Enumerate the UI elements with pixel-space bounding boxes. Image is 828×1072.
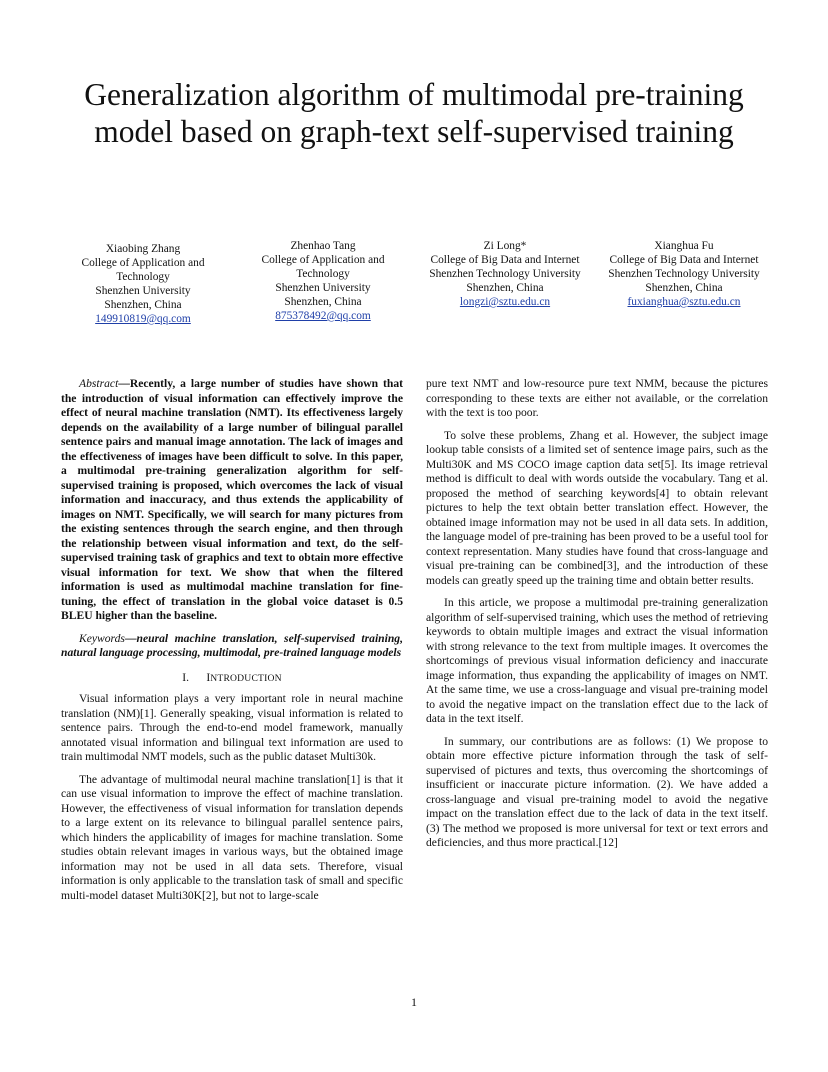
keywords-text: —neural machine translation, self-supervised training, natural language processing, multimodal, pre-trained language models [61, 631, 403, 659]
author-location: Shenzhen, China [104, 299, 182, 311]
author-block-2 [248, 239, 398, 323]
author-institution: Shenzhen University [95, 285, 191, 297]
abstract-label: Abstract [79, 377, 119, 390]
author-name: Xiaobing Zhang [105, 243, 181, 255]
paper-title-line-2: model based on graph-text self-supervised training [94, 114, 734, 149]
author-name: Zi Long* [483, 240, 527, 252]
section-title-initial: I [206, 670, 211, 684]
author-location: Shenzhen, China [645, 282, 723, 294]
body-paragraph: In summary, our contributions are as follows: (1) We propose to obtain more effective picture information through the task of self-supervised of pictures and texts, thus overcoming the shortcomings of insufficient or inaccurate picture information. (2). We have added a cross-language and visual pre-training model to avoid the negative impact on the translation effect due to the lack of data in the text itself. (3) The method we proposed is more universal for text or text errors and deficiencies, and thus more practical.[12] [426, 734, 768, 849]
author-affiliation: College of Application and [261, 254, 385, 266]
author-affiliation: College of Big Data and Internet [609, 254, 759, 266]
section-title-rest: NTRODUCTION [210, 672, 282, 684]
author-location: Shenzhen, China [284, 296, 362, 308]
author-location: Shenzhen, China [466, 282, 544, 294]
keywords [61, 632, 403, 661]
body-paragraph: To solve these problems, Zhang et al. However, the subject image lookup table consists of a limited set of sentence image pairs, such as the Multi30K and MS COCO image caption data set[5]. Its image retrieval method is difficult to deal with words outside the vocabulary. Tang et al. proposed the method of searching keywords[4] to obtain relevant pictures to help the text obtain better translation effect. However, the obtained image information may not be used in all data sets. In addition, the language model of pre-training has been proved to be a useful tool for context representation. Many studies have found that cross-language and visual pre-training can be combined[3], and the introduction of these models can greatly speed up the training time and obtain better results. [426, 428, 768, 587]
author-email-link[interactable]: 149910819@qq.com [95, 313, 191, 325]
paper-title-line-1: Generalization algorithm of multimodal pre-training [84, 77, 744, 112]
author-email-link[interactable]: fuxianghua@sztu.edu.cn [627, 296, 741, 308]
author-email-link[interactable]: longzi@sztu.edu.cn [459, 296, 551, 308]
abstract-text: —Recently, a large number of studies have shown that the introduction of visual information can effectively improve the effect of neural machine translation (NMT). Its effectiveness largely depends on the availability of a large number of bilingual parallel sentence pairs and manual image annotation. The lack of images and the effectiveness of images have been difficult to solve. In this paper, a multimodal pre-training generalization algorithm for self-supervised training is proposed, which overcomes the lack of visual information and inaccuracy, and thus extends the applicability of images on NMT. Specifically, we will search for many pictures from the existing sentences through the search engine, and then through the relationship between visual information and text, do the self-supervised training task of graphics and text to obtain more effective visual information for text. We show that when the filtered information is used as multimodal machine translation for fine-tuning, the effect of translation in the global voice dataset is 0.5 BLEU higher than the baseline. [61, 377, 403, 622]
body-paragraph: In this article, we propose a multimodal pre-training generalization algorithm of self-supervised training, which uses the method of retrieving keywords to obtain multiple images and extract the visual information with strong relevance to the text from multiple images. It overcomes the shortcomings of previous visual information deficiency and inaccurate image information, thus expanding the applicability of images on NMT. At the same time, we use a cross-language and visual pre-training model to avoid the negative impact on the translation effect due to the lack of data in the text itself. [426, 596, 768, 725]
author-name: Zhenhao Tang [290, 240, 356, 252]
author-name: Xianghua Fu [654, 240, 714, 252]
author-institution: Shenzhen Technology University [608, 268, 760, 280]
author-block-3 [415, 239, 595, 309]
author-affiliation: College of Big Data and Internet [430, 254, 580, 266]
left-column [61, 377, 403, 903]
author-block-1 [68, 242, 218, 326]
abstract [61, 377, 403, 624]
author-affiliation-cont: Technology [116, 271, 170, 283]
author-affiliation-cont: Technology [296, 268, 350, 280]
author-affiliation: College of Application and [81, 257, 205, 269]
section-heading [61, 671, 403, 687]
paper-title [40, 76, 788, 150]
section-number: I. [182, 670, 189, 684]
author-institution: Shenzhen University [275, 282, 371, 294]
author-block-4 [594, 239, 774, 309]
author-email-link[interactable]: 875378492@qq.com [275, 310, 371, 322]
page-number: 1 [411, 995, 417, 1009]
body-paragraph: Visual information plays a very important role in neural machine translation (NM)[1]. Generally speaking, visual information is related to sentence pairs. Through the end-to-end model framework, manually annotated visual information and bilingual text information are used to train multimodal NMT models, such as the public dataset Multi30k. [61, 692, 403, 763]
body-paragraph: The advantage of multimodal neural machine translation[1] is that it can use visual information to improve the effect of machine translation. However, the effectiveness of visual information for translation depends to a large extent on its relevance to bilingual parallel sentence pairs, which hinders the applicability of images for machine translation. Some studies obtain relevant images in various ways, but the obtained image information may not be used in all data sets. Therefore, visual information is only applicable to the translation task of small and specific multi-model dataset Multi30K[2], but not to large-scale [61, 772, 403, 902]
keywords-label: Keywords [79, 631, 125, 645]
right-column [426, 377, 768, 851]
body-paragraph-continued: pure text NMT and low-resource pure text NMM, because the pictures corresponding to these texts are either not available, or the correlation with the text is too poor. [426, 377, 768, 419]
author-institution: Shenzhen Technology University [429, 268, 581, 280]
